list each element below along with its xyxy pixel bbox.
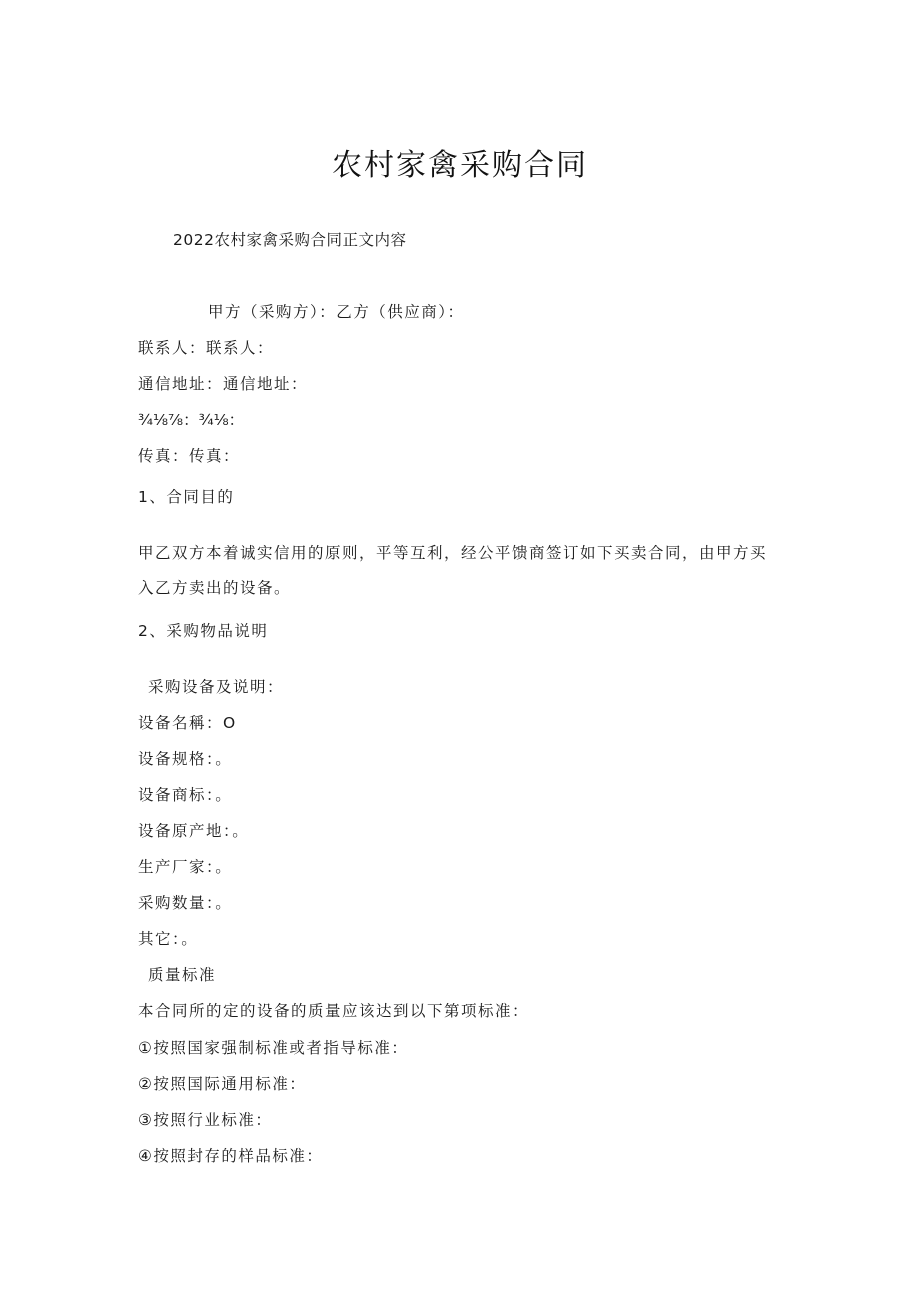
document-subtitle: 2022农村家禽采购合同正文内容: [173, 231, 407, 249]
contact-line: 联系人：联系人：: [138, 339, 275, 357]
manufacturer-line: 生产厂家：。: [138, 858, 233, 876]
section1-body-line1: 甲乙双方本着诚实信用的原则，平等互利，经公平馈商签订如下买卖合同，由甲方买: [138, 544, 768, 562]
quality-item: ②按照国际通用标准：: [138, 1075, 307, 1093]
phone-line: ¾⅛⅞：¾⅛：: [138, 411, 245, 429]
equipment-origin-line: 设备原产地：。: [138, 822, 250, 840]
section1-body-line2: 入乙方卖出的设备。: [138, 579, 292, 597]
quality-heading: 质量标准: [148, 966, 217, 984]
fax-line: 传真：传真：: [138, 447, 241, 465]
address-line: 通信地址：通信地址：: [138, 375, 309, 393]
equipment-brand-line: 设备商标：。: [138, 786, 233, 804]
quality-item: ①按照国家强制标准或者指导标准：: [138, 1039, 409, 1057]
quantity-line: 采购数量：。: [138, 894, 233, 912]
section2-heading: 2、采购物品说明: [138, 622, 269, 640]
equipment-spec-line: 设备规格：。: [138, 750, 233, 768]
other-line: 其它：。: [138, 930, 199, 948]
parties-line: 甲方（采购方）：乙方（供应商）：: [208, 303, 465, 321]
document-title: 农村家禽采购合同: [332, 148, 588, 183]
purchase-desc: 采购设备及说明：: [148, 678, 285, 696]
section1-heading: 1、合同目的: [138, 488, 235, 506]
quality-item: ④按照封存的样品标准：: [138, 1147, 324, 1165]
equipment-name-line: 设备名稱：O: [138, 714, 237, 732]
quality-intro: 本合同所的定的设备的质量应该达到以下第项标准：: [138, 1002, 530, 1020]
quality-item: ③按照行业标准：: [138, 1111, 273, 1129]
